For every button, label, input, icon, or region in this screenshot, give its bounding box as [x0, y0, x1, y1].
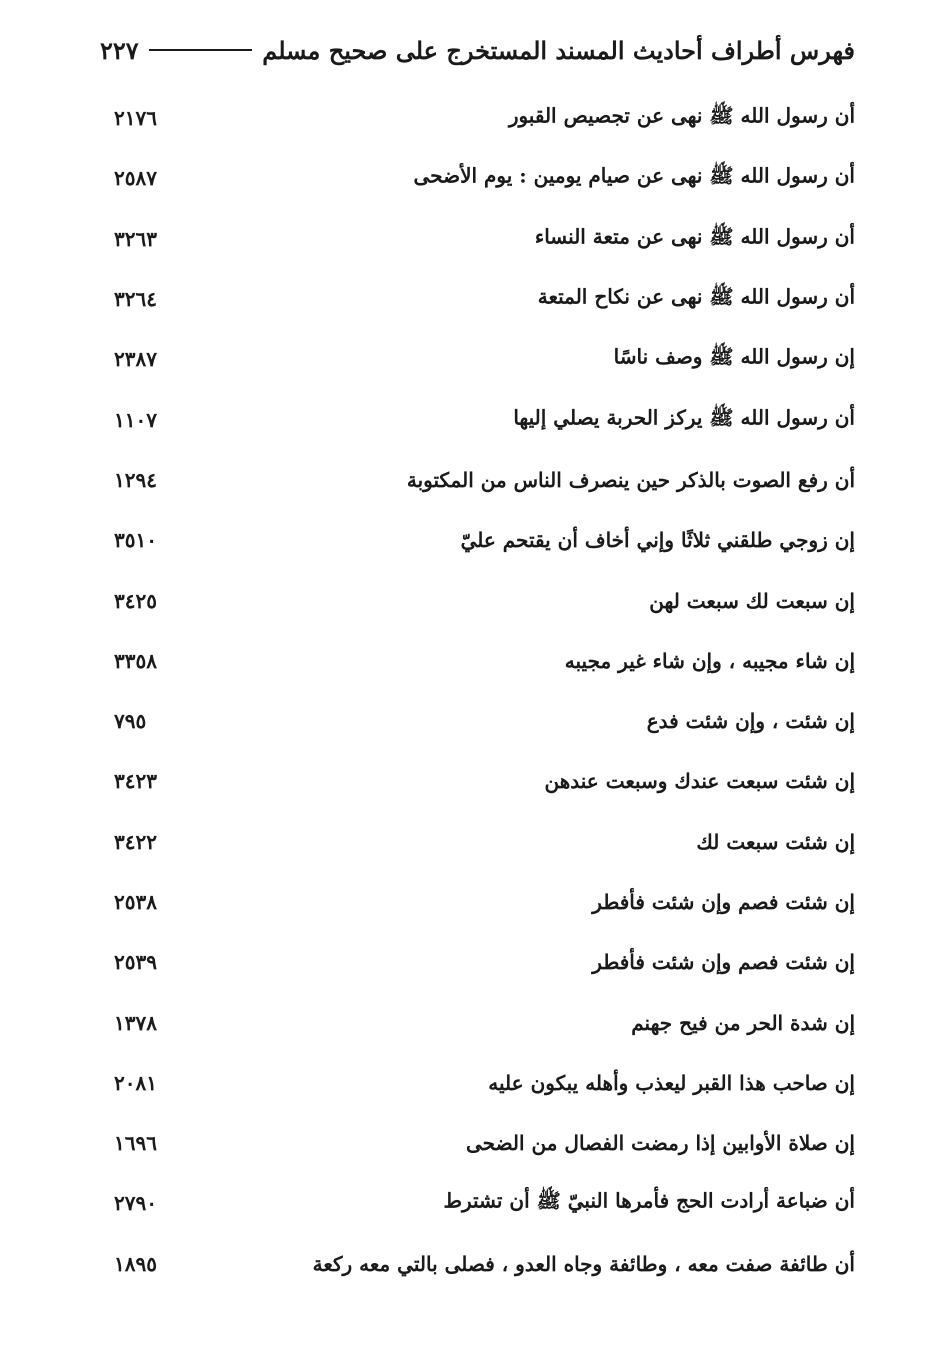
index-entry	[100, 389, 855, 449]
index-entry	[100, 209, 855, 269]
entry-number: ٢٣٨٧	[114, 347, 157, 372]
entry-number: ٧٩٥	[114, 709, 147, 734]
entry-text: إن شئت فصم وإن شئت فأفطر	[592, 950, 855, 975]
index-entry	[100, 329, 855, 389]
index-entry	[100, 148, 855, 208]
entry-number: ٢٠٨١	[114, 1070, 157, 1095]
entry-text: إن شدة الحر من فيح جهنم	[631, 1010, 855, 1035]
index-entry	[100, 510, 855, 570]
index-list	[100, 88, 855, 1294]
index-entry	[100, 812, 855, 872]
index-entry	[100, 1053, 855, 1113]
index-entry	[100, 1234, 855, 1294]
entry-number: ١٢٩٤	[114, 467, 157, 492]
index-entry	[100, 450, 855, 510]
entry-text: إن شئت فصم وإن شئت فأفطر	[592, 890, 855, 914]
entry-number: ٢٥٣٩	[114, 950, 157, 975]
entry-text: أن رسول الله ﷺ نهى عن نكاح المتعة	[537, 284, 855, 309]
header-rule	[149, 49, 253, 51]
entry-number: ٣٥١٠	[114, 528, 157, 553]
entry-number: ٢٥٣٨	[114, 890, 157, 914]
entry-text: أن رسول الله ﷺ نهى عن متعة النساء	[534, 224, 855, 249]
entry-number: ١٨٩٥	[114, 1251, 157, 1276]
index-entry	[100, 570, 855, 630]
entry-text: إن صلاة الأوابين إذا رمضت الفصال من الضحى	[465, 1131, 855, 1156]
index-entry	[100, 1173, 855, 1233]
entry-text: أن رسول الله ﷺ نهى عن صيام يومين : يوم الأضحى	[413, 163, 855, 188]
entry-number: ٣٢٦٣	[114, 226, 157, 251]
index-entry	[100, 631, 855, 691]
index-entry	[100, 1113, 855, 1173]
entry-text: إن شئت سبعت لك	[696, 829, 855, 854]
index-entry	[100, 88, 855, 148]
entry-text: أن رسول الله ﷺ نهى عن تجصيص القبور	[508, 103, 855, 128]
entry-number: ٢٧٩٠	[114, 1191, 157, 1216]
entry-number: ٣٢٦٤	[114, 287, 157, 312]
index-entry	[100, 751, 855, 811]
index-entry	[100, 872, 855, 932]
entry-number: ١٦٩٦	[114, 1131, 157, 1156]
entry-text: إن شئت ، وإن شئت فدع	[646, 709, 855, 734]
entry-text: أن طائفة صفت معه ، وطائفة وجاه العدو ، فصلى بالتي معه ركعة	[312, 1251, 855, 1276]
header-title: فهرس أطراف أحاديث المسند المستخرج على صحيح مسلم	[262, 35, 855, 65]
entry-text: أن رسول الله ﷺ يركز الحربة يصلي إليها	[513, 405, 855, 430]
entry-number: ٣٤٢٢	[114, 829, 157, 854]
entry-text: إن رسول الله ﷺ وصف ناسًا	[613, 344, 855, 369]
entry-number: ٢١٧٦	[114, 106, 157, 131]
entry-text: إن صاحب هذا القبر ليعذب وأهله يبكون عليه	[488, 1070, 855, 1095]
entry-text: أن رفع الصوت بالذكر حين ينصرف الناس من المكتوبة	[406, 467, 855, 492]
page-number: ٢٢٧	[100, 35, 139, 65]
page-header	[100, 30, 855, 70]
entry-number: ٣٤٢٣	[114, 769, 157, 794]
entry-number: ١١٠٧	[114, 407, 157, 432]
entry-number: ٣٣٥٨	[114, 648, 157, 673]
index-entry	[100, 691, 855, 751]
entry-text: إن سبعت لك سبعت لهن	[649, 588, 855, 613]
entry-text: أن ضباعة أرادت الحج فأمرها النبيّ ﷺ أن تشترط	[443, 1188, 855, 1213]
index-entry	[100, 992, 855, 1052]
entry-number: ١٣٧٨	[114, 1010, 157, 1035]
entry-text: إن زوجي طلقني ثلاثًا وإني أخاف أن يقتحم عليّ	[460, 528, 855, 553]
entry-text: إن شاء مجيبه ، وإن شاء غير مجيبه	[564, 648, 855, 673]
index-entry	[100, 932, 855, 992]
entry-number: ٣٤٢٥	[114, 588, 157, 613]
index-entry	[100, 269, 855, 329]
entry-number: ٢٥٨٧	[114, 166, 157, 191]
entry-text: إن شئت سبعت عندك وسبعت عندهن	[544, 769, 855, 794]
